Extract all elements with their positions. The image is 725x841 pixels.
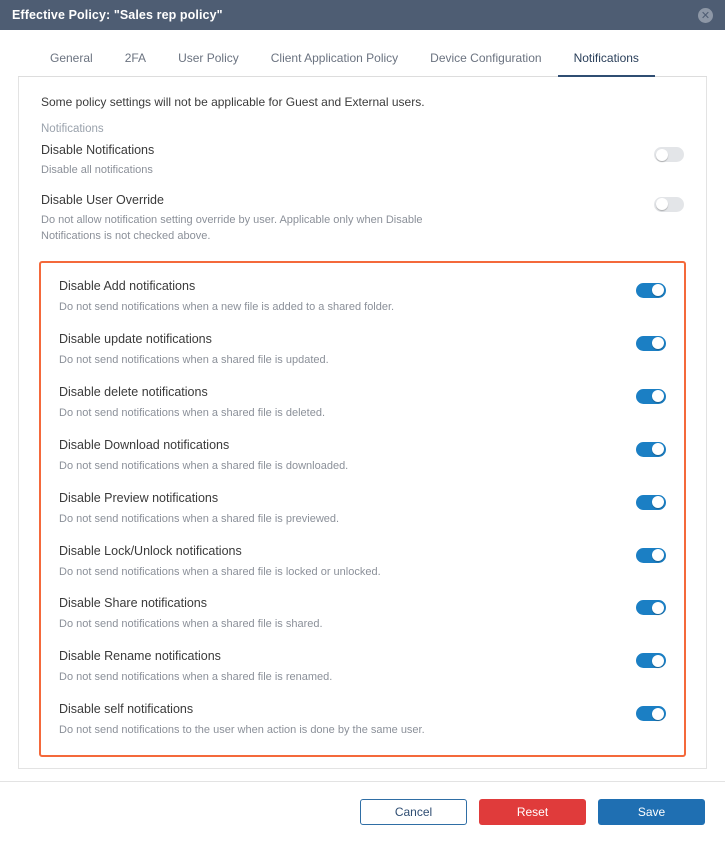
toggle-disable-update-notifications[interactable] <box>636 336 666 351</box>
setting-description: Do not send notifications when a shared file is locked or unlocked. <box>59 565 381 578</box>
setting-title: Disable Download notifications <box>59 437 230 452</box>
toggle-disable-self-notifications[interactable] <box>636 706 666 721</box>
setting-description: Do not send notifications when a shared file is shared. <box>59 618 323 631</box>
setting-description: Do not send notifications when a new file is added to a shared folder. <box>59 300 395 313</box>
toggle-disable-add-notifications[interactable] <box>636 283 666 298</box>
setting-toggle-cell <box>626 438 666 457</box>
toggle-knob <box>656 149 668 161</box>
tab-general[interactable]: General <box>50 51 93 65</box>
dialog-title: Effective Policy: "Sales rep policy" <box>12 8 223 22</box>
setting-toggle-cell <box>644 143 684 162</box>
setting-title: Disable delete notifications <box>59 384 208 399</box>
setting-disable-add-notifications <box>57 273 668 326</box>
setting-toggle-cell <box>626 279 666 298</box>
toggle-disable-rename-notifications[interactable] <box>636 653 666 668</box>
setting-disable-update-notifications <box>57 326 668 379</box>
dialog-title-bar <box>0 0 725 30</box>
setting-title: Disable Notifications <box>41 143 155 157</box>
setting-disable-self-notifications <box>57 696 668 749</box>
setting-title: Disable update notifications <box>59 331 212 346</box>
setting-disable-notifications <box>39 139 686 189</box>
setting-title: Disable Share notifications <box>59 596 207 611</box>
setting-text <box>59 491 626 528</box>
setting-toggle-cell <box>626 332 666 351</box>
tab-device-configuration[interactable]: Device Configuration <box>430 51 542 65</box>
setting-text <box>59 438 626 475</box>
setting-description: Do not send notifications when a shared file is previewed. <box>59 512 340 525</box>
setting-description: Do not send notifications when a shared file is updated. <box>59 353 329 366</box>
dialog-footer <box>0 781 725 841</box>
cancel-button[interactable]: Cancel <box>360 799 467 825</box>
setting-text <box>59 279 626 316</box>
setting-title: Disable Preview notifications <box>59 490 219 505</box>
toggle-knob <box>652 708 664 720</box>
toggle-knob <box>652 549 664 561</box>
toggle-knob <box>652 284 664 296</box>
setting-title: Disable self notifications <box>59 702 194 717</box>
setting-text <box>59 385 626 422</box>
toggle-disable-share-notifications[interactable] <box>636 600 666 615</box>
setting-disable-user-override <box>39 189 686 255</box>
dialog-body <box>0 30 725 769</box>
setting-text <box>59 649 626 686</box>
toggle-disable-notifications[interactable] <box>654 147 684 162</box>
tab-bar <box>18 42 707 77</box>
setting-text <box>59 332 626 369</box>
toggle-knob <box>652 496 664 508</box>
panel-note: Some policy settings will not be applicable for Guest and External users. <box>41 95 425 109</box>
setting-toggle-cell <box>626 702 666 721</box>
setting-text <box>59 702 626 739</box>
toggle-knob <box>652 337 664 349</box>
setting-description: Disable all notifications <box>41 164 153 176</box>
toggle-knob <box>656 198 668 210</box>
section-label-notifications: Notifications <box>41 123 104 135</box>
close-icon[interactable]: ✕ <box>698 8 713 23</box>
setting-description: Do not send notifications when a shared file is deleted. <box>59 406 325 419</box>
highlighted-settings-group <box>39 261 686 757</box>
toggle-disable-user-override[interactable] <box>654 197 684 212</box>
setting-toggle-cell <box>626 649 666 668</box>
setting-text <box>41 143 644 179</box>
setting-disable-preview-notifications <box>57 485 668 538</box>
toggle-knob <box>652 443 664 455</box>
toggle-disable-delete-notifications[interactable] <box>636 389 666 404</box>
save-button[interactable]: Save <box>598 799 705 825</box>
setting-toggle-cell <box>626 385 666 404</box>
notifications-panel <box>18 77 707 769</box>
tab-user-policy[interactable]: User Policy <box>178 51 239 65</box>
toggle-disable-download-notifications[interactable] <box>636 442 666 457</box>
toggle-disable-lock-unlock-notifications[interactable] <box>636 548 666 563</box>
toggle-knob <box>652 390 664 402</box>
toggle-disable-preview-notifications[interactable] <box>636 495 666 510</box>
setting-disable-share-notifications <box>57 590 668 643</box>
setting-disable-download-notifications <box>57 432 668 485</box>
setting-toggle-cell <box>626 544 666 563</box>
setting-text <box>41 193 644 245</box>
setting-disable-rename-notifications <box>57 643 668 696</box>
setting-description: Do not send notifications when a shared file is downloaded. <box>59 459 349 472</box>
setting-title: Disable User Override <box>41 192 164 207</box>
setting-description: Do not send notifications to the user when action is done by the same user. <box>59 724 425 737</box>
setting-toggle-cell <box>626 491 666 510</box>
setting-disable-lock-unlock-notifications <box>57 538 668 591</box>
setting-description: Do not send notifications when a shared file is renamed. <box>59 671 333 684</box>
reset-button[interactable]: Reset <box>479 799 586 825</box>
toggle-knob <box>652 655 664 667</box>
setting-disable-delete-notifications <box>57 379 668 432</box>
setting-toggle-cell <box>626 596 666 615</box>
setting-title: Disable Rename notifications <box>59 649 221 664</box>
tab-client-application-policy[interactable]: Client Application Policy <box>270 51 399 65</box>
setting-text <box>59 544 626 581</box>
tab-2fa[interactable]: 2FA <box>124 51 147 65</box>
setting-title: Disable Lock/Unlock notifications <box>59 543 242 558</box>
setting-text <box>59 596 626 633</box>
tab-notifications[interactable]: Notifications <box>558 42 655 77</box>
setting-toggle-cell <box>644 193 684 212</box>
setting-title: Disable Add notifications <box>59 278 196 293</box>
toggle-knob <box>652 602 664 614</box>
setting-description: Do not allow notification setting override by user. Applicable only when Disable Notifications is not checked above. <box>41 213 423 242</box>
